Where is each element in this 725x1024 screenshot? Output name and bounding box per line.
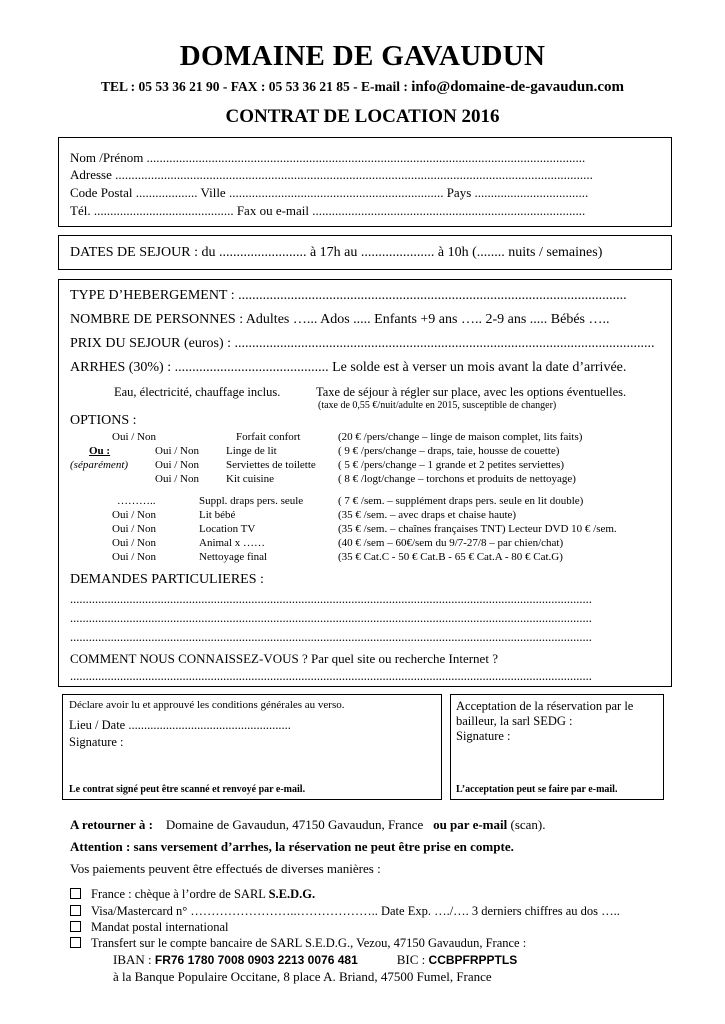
options-heading: OPTIONS : xyxy=(70,413,137,428)
option-name: Linge de lit xyxy=(226,445,277,457)
option-price: (35 € /sem. – avec draps et chaise haute) xyxy=(338,509,517,521)
return-address-line xyxy=(70,817,546,833)
place-date-field: Lieu / Date .................................................... xyxy=(69,718,291,732)
return-label: A retourner à : xyxy=(70,817,153,832)
option-price: ( 8 € /logt/change – torchons et produits de nettoyage) xyxy=(338,473,576,485)
transfer-text: Transfert sur le compte bancaire de SARL S.E.D.G., Vezou, 47150 Gavaudun, France : xyxy=(91,936,527,950)
tourist-tax-note: Taxe de séjour à régler sur place, avec les options éventuelles. xyxy=(316,385,627,399)
how-did-you-hear-line: ....................................................................................................................................................................... xyxy=(70,669,592,683)
payment-option-card xyxy=(70,904,620,919)
landlord-acceptance-line1: Acceptation de la réservation par le xyxy=(456,699,634,713)
landlord-signature-label: Signature : xyxy=(456,729,511,743)
option-choice: Oui / Non xyxy=(155,473,199,485)
contact-phone-fax: TEL : 05 53 36 21 90 - FAX : 05 53 36 21 85 - E-mail : xyxy=(101,79,412,94)
utilities-included: Eau, électricité, chauffage inclus. xyxy=(114,385,281,399)
option-price: ( 5 € /pers/change – 1 grande et 2 petites serviettes) xyxy=(338,459,565,471)
option-price: (40 € /sem – 60€/sem du 9/7-27/8 – par chien/chat) xyxy=(338,537,564,549)
deposit-field: ARRHES (30%) : ............................................ Le solde est à verser un mois avant la date d’arrivée. xyxy=(70,360,627,375)
card-text: Visa/Mastercard n° ……………………..……………….. Date Exp. …./…. 3 derniers chiffres au dos ….. xyxy=(91,904,620,918)
option-choice: Oui / Non xyxy=(112,431,156,443)
option-price: (35 € Cat.C - 50 € Cat.B - 65 € Cat.A - 80 € Cat.G) xyxy=(338,551,563,563)
option-price: ( 9 € /pers/change – draps, taie, housse de couette) xyxy=(338,445,560,457)
scan-email-note: Le contrat signé peut être scanné et renvoyé par e-mail. xyxy=(69,784,306,795)
checkbox-icon[interactable] xyxy=(70,888,81,899)
postal-city-country-field: Code Postal ................... Ville .................................................................. Pays ................................... xyxy=(70,185,589,200)
bank-codes-line xyxy=(113,952,517,968)
option-price: (20 € /pers/change – linge de maison complet, lits faits) xyxy=(338,431,583,443)
option-name: Suppl. draps pers. seule xyxy=(199,495,304,507)
checkbox-icon[interactable] xyxy=(70,937,81,948)
option-name: Kit cuisine xyxy=(226,473,274,485)
payment-option-mandate xyxy=(70,920,228,935)
client-signature-label: Signature : xyxy=(69,735,124,749)
separately-label: (séparément) xyxy=(70,459,129,471)
special-requests-line: ....................................................................................................................................................................... xyxy=(70,630,592,644)
return-email-label: ou par e-mail xyxy=(433,817,508,832)
option-choice: Oui / Non xyxy=(112,509,156,521)
option-name: Nettoyage final xyxy=(199,551,268,563)
how-did-you-hear-field: COMMENT NOUS CONNAISSEZ-VOUS ? Par quel site ou recherche Internet ? xyxy=(70,651,498,666)
or-label: Ou : xyxy=(89,445,111,457)
accommodation-type-field: TYPE D’HEBERGEMENT : ............................................................................................................... xyxy=(70,288,627,303)
option-price: (35 € /sem. – chaînes françaises TNT) Lecteur DVD 10 € /sem. xyxy=(338,523,617,535)
option-choice: Oui / Non xyxy=(155,459,199,471)
option-choice: Oui / Non xyxy=(112,551,156,563)
cheque-payee: S.E.D.G. xyxy=(268,887,316,901)
document-title: DOMAINE DE GAVAUDUN xyxy=(179,40,546,72)
option-name: Forfait confort xyxy=(236,431,301,443)
mandate-text: Mandat postal international xyxy=(91,920,229,934)
address-field: Adresse ................................................................................................................................................... xyxy=(70,167,593,182)
terms-declaration: Déclare avoir lu et approuvé les conditions générales au verso. xyxy=(69,699,345,711)
option-name: Location TV xyxy=(199,523,256,535)
option-name: Serviettes de toilette xyxy=(226,459,316,471)
option-choice: Oui / Non xyxy=(112,523,156,535)
return-scan: (scan). xyxy=(510,817,546,832)
dates-of-stay-field: DATES DE SEJOUR : du ......................... à 17h au ..................... à 10h (........ nuits / semaines) xyxy=(70,245,603,260)
landlord-acceptance-line2: bailleur, la sarl SEDG : xyxy=(456,714,573,728)
iban-label: IBAN : xyxy=(113,952,152,967)
checkbox-icon[interactable] xyxy=(70,905,81,916)
deposit-warning: Attention : sans versement d’arrhes, la réservation ne peut être prise en compte. xyxy=(70,839,514,854)
number-of-persons-field: NOMBRE DE PERSONNES : Adultes …... Ados ..... Enfants +9 ans ….. 2-9 ans ..... Bébés ….. xyxy=(70,312,610,327)
option-choice: Oui / Non xyxy=(112,537,156,549)
cheque-text: France : chèque à l’ordre de SARL xyxy=(91,887,269,901)
contact-line xyxy=(0,79,725,96)
bic-value: CCBPFRPPTLS xyxy=(428,953,518,967)
stay-price-field: PRIX DU SEJOUR (euros) : ........................................................................................................................ xyxy=(70,336,655,351)
bic-label: BIC : xyxy=(396,952,426,967)
option-name: Lit bébé xyxy=(199,509,236,521)
bank-address: à la Banque Populaire Occitane, 8 place A. Briand, 47500 Fumel, France xyxy=(113,969,492,984)
contact-email: info@domaine-de-gavaudun.com xyxy=(411,79,624,95)
tel-fax-email-field: Tél. ........................................... Fax ou e-mail .................................................................................... xyxy=(70,203,586,218)
iban-value: FR76 1780 7008 0903 2213 0076 481 xyxy=(154,953,358,967)
option-choice: ……….. xyxy=(117,495,156,507)
payment-option-transfer xyxy=(70,936,526,951)
name-field: Nom /Prénom ....................................................................................................................................... xyxy=(70,150,586,165)
checkbox-icon[interactable] xyxy=(70,921,81,932)
special-requests-line: ....................................................................................................................................................................... xyxy=(70,611,592,625)
option-choice: Oui / Non xyxy=(155,445,199,457)
payment-option-cheque xyxy=(70,887,315,902)
special-requests-heading: DEMANDES PARTICULIERES : xyxy=(70,572,264,587)
payment-methods-intro: Vos paiements peuvent être effectués de diverses manières : xyxy=(70,861,381,876)
option-price: ( 7 € /sem. – supplément draps pers. seule en lit double) xyxy=(338,495,584,507)
return-address: Domaine de Gavaudun, 47150 Gavaudun, France xyxy=(165,817,424,832)
acceptance-email-note: L’acceptation peut se faire par e-mail. xyxy=(456,784,618,795)
contract-subtitle: CONTRAT DE LOCATION 2016 xyxy=(225,106,500,127)
tourist-tax-rate: (taxe de 0,55 €/nuit/adulte en 2015, susceptible de changer) xyxy=(318,400,557,411)
special-requests-line: ....................................................................................................................................................................... xyxy=(70,592,592,606)
option-name: Animal x …… xyxy=(199,537,265,549)
